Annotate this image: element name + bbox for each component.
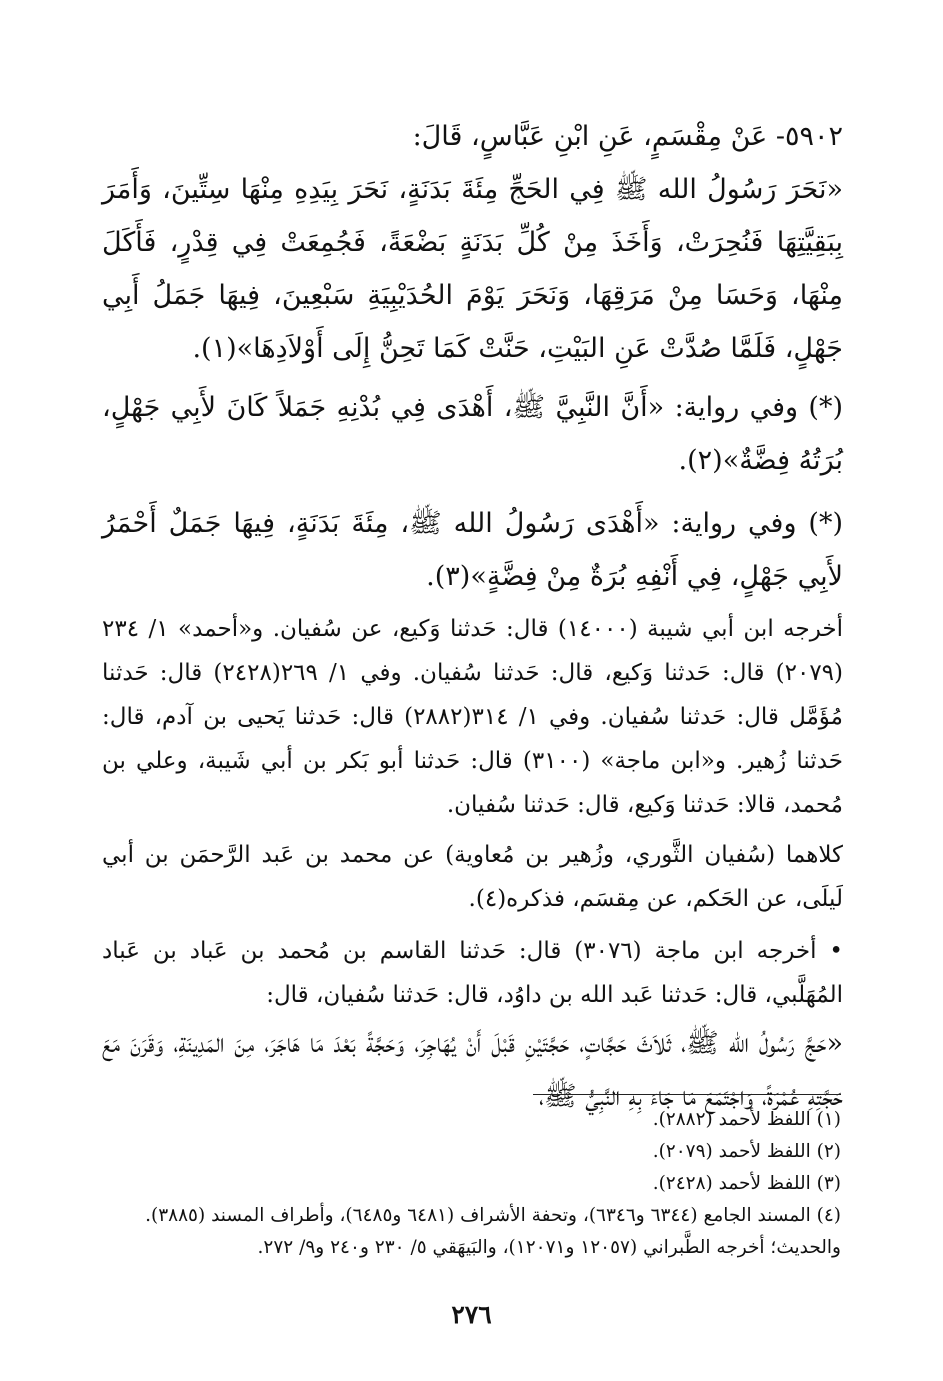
page-number: ٢٧٦ xyxy=(451,1300,492,1329)
takhrij-paragraph-2: كلاهما (سُفيان الثَّوري، وزُهير بن مُعاوية) عن محمد بن عَبد الرَّحمَن بن أبي لَيلَى، عن الحَكم، عن مِقسَم، فذكره(٤). xyxy=(102,842,843,912)
footnote-4: (٤) المسند الجامع (٦٣٤٤ و٦٣٤٦)، وتحفة الأشراف (٦٤٨١ و٦٤٨٥)، وأطراف المسند (٣٨٨٥). xyxy=(145,1205,841,1226)
hadith-2-text: «حَجَّ رَسُولُ الله ﷺ، ثَلاَثَ حَجَّاتٍ، حَجَّتَيْنِ قَبْلَ أَنْ يُهَاجِرَ، وَحَجَّةً بَعْدَ مَا هَاجَرَ، مِنَ المَدِينَةِ، وَقَرَنَ مَعَ حَجَّتِهِ عُمْرَةً، وَاجْتَمَعَ مَا جَاءَ بِهِ النَّبِيُّ ﷺ، xyxy=(102,1028,843,1112)
hadith-header: ٥٩٠٢- عَنْ مِقْسَمٍ، عَنِ ابْنِ عَبَّاسٍ، قَالَ: xyxy=(412,121,843,152)
takhrij-paragraph-3: • أخرجه ابن ماجة (٣٠٧٦) قال: حَدثنا القاسم بن مُحمد بن عَباد بن عَباد المُهَلَّبي، قال: حَدثنا عَبد الله بن داوُد، قال: حَدثنا سُفيان، قال: xyxy=(102,938,843,1008)
footnote-1: (١) اللفظ لأحمد (٢٨٨٢). xyxy=(652,1109,841,1130)
takhrij-paragraph-1: أخرجه ابن أبي شيبة (١٤٠٠٠) قال: حَدثنا وَكيع، عن سُفيان. و«أحمد» ١/ ٢٣٤ (٢٠٧٩) قال: حَدثنا وَكيع، قال: حَدثنا سُفيان. وفي ١/ ٢٦٩(٢٤٢٨) قال: حَدثنا مُؤَمَّل قال: حَدثنا سُفيان. وفي ١/ ٣١٤(٢٨٨٢) قال: حَدثنا يَحيى بن آدم، قال: حَدثنا زُهير. و«ابن ماجة» (٣١٠٠) قال: حَدثنا أبو بَكر بن أبي شَيبة، وعلي بن مُحمد، قالا: حَدثنا وَكيع، قال: حَدثنا سُفيان. xyxy=(102,616,844,818)
footnotes xyxy=(100,1104,841,1264)
footnote-2: (٢) اللفظ لأحمد (٢٠٧٩). xyxy=(652,1141,841,1162)
main-text xyxy=(102,110,843,1123)
riwaya-1: (*) وفي رواية: «أَنَّ النَّبِيَّ ﷺ، أَهْدَى فِي بُدْنِهِ جَمَلاً كَانَ لأَبِي جَهْلٍ، بُرَتُهُ فِضَّةٌ»(٢). xyxy=(102,392,843,476)
footnote-3: (٣) اللفظ لأحمد (٢٤٢٨). xyxy=(652,1173,841,1194)
footnote-divider xyxy=(533,1094,841,1095)
hadith-text: «نَحَرَ رَسُولُ الله ﷺ فِي الحَجِّ مِئَةَ بَدَنَةٍ، نَحَرَ بِيَدِهِ مِنْهَا سِتِّينَ، وَأَمَرَ بِبَقِيَّتِهَا فَنُحِرَتْ، وَأَخَذَ مِنْ كُلِّ بَدَنَةٍ بَضْعَةً، فَجُمِعَتْ فِي قِدْرٍ، فَأَكَلَ مِنْهَا، وَحَسَا مِنْ مَرَقِهَا، وَنَحَرَ يَوْمَ الحُدَيْبِيَةِ سَبْعِينَ، فِيهَا جَمَلُ أَبِي جَهْلٍ، فَلَمَّا صُدَّتْ عَنِ البَيْتِ، حَنَّتْ كَمَا تَحِنُّ إِلَى أَوْلاَدِهَا»(١). xyxy=(102,174,843,364)
footnote-4-continued: والحديث؛ أخرجه الطَّبراني (١٢٠٥٧ و١٢٠٧١)، والبَيهَقي ٥/ ٢٣٠ و٢٤٠ و٩/ ٢٧٢. xyxy=(257,1237,841,1258)
riwaya-2: (*) وفي رواية: «أَهْدَى رَسُولُ الله ﷺ، مِئَةَ بَدَنَةٍ، فِيهَا جَمَلٌ أَحْمَرُ لأَبِي جَهْلٍ، فِي أَنْفِهِ بُرَةٌ مِنْ فِضَّةٍ»(٣). xyxy=(102,508,843,592)
